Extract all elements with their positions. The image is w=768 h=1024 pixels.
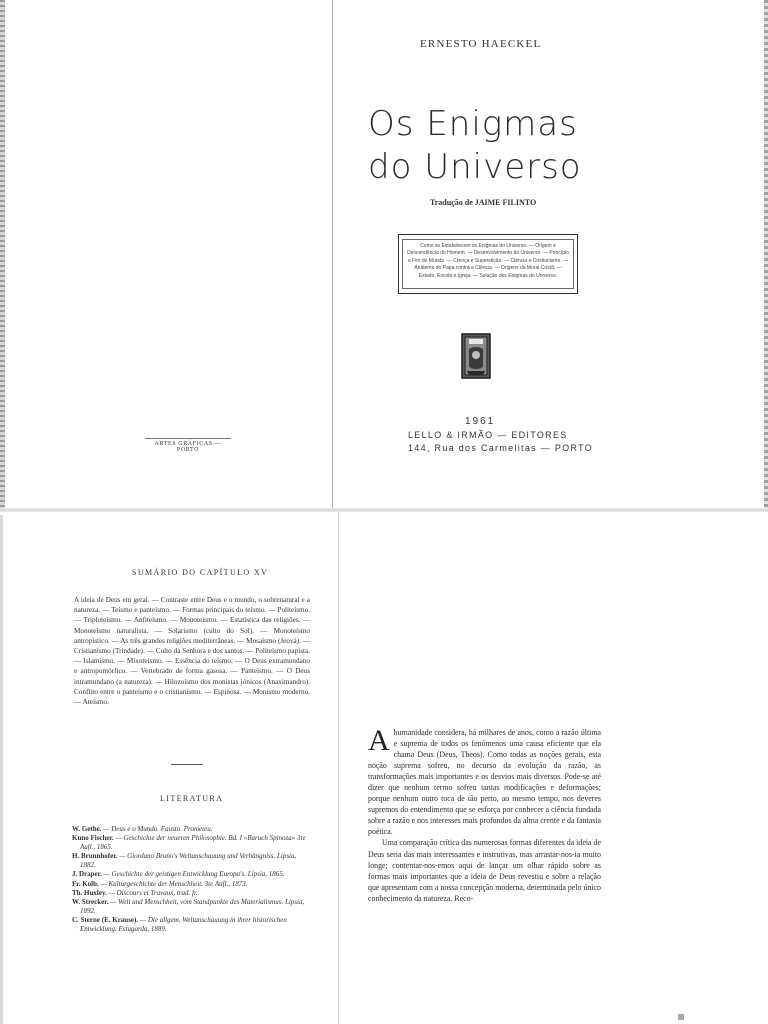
paragraph-2: Uma comparação crítica das numerosas formas diferentes da ideia de Deus seria das mais interessantes e instrutivas, mas arrastar-nos-ia muito longe; contentar-nos-emos aqui de lançar um olhar rápido sobre as formas mais importantes que a ideia de Deus revestiu e sobre a relação que apresentam com a nossa concepção moderna, determinada pelo único conhecimento da natureza. Reco- [368,838,601,903]
publication-year: 1961 [465,416,496,427]
book-spine-bottom [338,512,339,1024]
page-mark [678,1014,684,1020]
translator-credit: Tradução de JAIME FILINTO [430,198,537,207]
title-line-1: Os Enigmas [368,104,578,144]
scan-edge-left-lower [0,515,3,1024]
contents-box [398,234,578,294]
summary-heading: SUMÁRIO DO CAPÍTULO XV [132,568,269,577]
literature-entry: H. Brunnhofer. — Giordano Bruno's Weltanschauung und Verhängniss. Lipsia, 1882. [72,852,297,870]
drop-cap: A [368,724,390,757]
literature-heading: LITERATURA [160,794,224,803]
literature-entry: W. Strecker. — Welt und Menschheit, vom Standpunkte des Materialismus. Lipsia, 1892. [72,897,305,915]
scan-edge-left [0,0,5,510]
literature-entry: C. Sterne (E. Krause). — Die allgem. Weltanschauung in ihrer historischen Entwicklung. Estugarda, 1889. [72,915,287,934]
publisher-emblem-icon [461,333,491,379]
literature-entry: J. Draper. — Geschichte der geistigen Entwicklung Europa's. Lipsia, 1865. [72,870,285,879]
contents-box-text: Como se Estabelecem os Enigmas do Universo. — Origem e Descendência do Homem. — Desenvolvimento do Universo. — Princípio e Fim do Mundo. — Crença e Superstição. — Ciência e Cristianismo. — Anátema do Papa contra a Ciência. — Origens da Moral Cristã. — Estado, Escola e Igreja. — Solução dos Enigmas do Universo. [402,239,574,289]
publisher-name: LELLO & IRMÃO — EDITORES [408,430,568,440]
literature-entry: W. Gethe. — Deus e o Mundo. Fausto. Prometeu. [72,825,213,833]
literature-entry: Kuno Fischer. — Geschichte der neueren Philosophie. Bd. I «Baruch Spinoza» 3te Aufl., 1865. [72,834,306,852]
publisher-address: 144, Rua dos Carmelitas — PORTO [408,443,594,453]
literature-entry: Th. Huxley. — Discours et Travaux, trad. fr. [72,888,198,897]
paragraph-1: Ahumanidade considera, há milhares de anos, como a razão última e suprema de todos os fenómenos uma causa eficiente que ela chama Deus (Deus, Theos). Como todas as noções gerais, esta noção suprema sofreu, no decurso da evolução da razão, as transformações mais importantes e os desvios mais diversos. Pode-se até dizer que nenhum termo sofreu tantas modificações e deformações; porque nenhum outro toca de tão perto, ao mesmo tempo, nos deveres supremos do entendimento que se esforça por conhecer a ciência fundada sobre a razão e nos interesses mais profundos da alma crente e da fantasia poética. [368,724,601,837]
summary-text: A ideia de Deus em geral. — Contraste entre Deus e o mundo, o sobrenatural e a natureza. — Teísmo e panteísmo. — Formas principais do teísmo. — Politeísmo. — Triploteísmo. — Anfiteísmo. — Monoteísmo. — Estatística das religiões. — Monoteísmo naturalista. — Solarismo (culto do Sol). — Monoteísmo antropístico. — As três grandes religiões mediterrâneas. — Mosaísmo (Jeová). — Cristianismo (Trindade). — Culto da Senhora e dos santos. — Politeísmo papista. — Islamismo. — Mixoteísmo. — Essência do teísmo. — O Deus extramundano e antropomórfico. — Vertebrado de forma gasosa. — Panteísmo. — O Deus intramundano (a natureza). — Hilozoísmo dos monistas jónicos (Anaximandro). Conflito entre o panteísmo e o cristianismo. — Espinosa. — Monismo moderno. — Ateísmo. [74,596,310,707]
author-name: ERNESTO HAECKEL [420,38,542,50]
literature-entry: Fr. Kolb. — Kulturgeschichte der Menschheit. 3te Aufl., 1873. [72,879,248,888]
section-divider [171,764,203,765]
literature-list [72,825,310,934]
printer-credit: ARTES GRÁFICAS — PORTO [145,438,231,453]
book-title [368,103,582,189]
spread-separator [0,508,768,512]
title-line-2: do Universo [368,147,582,187]
scan-edge-right [764,0,768,510]
chapter-body [368,724,601,904]
book-spine-top [332,0,333,508]
